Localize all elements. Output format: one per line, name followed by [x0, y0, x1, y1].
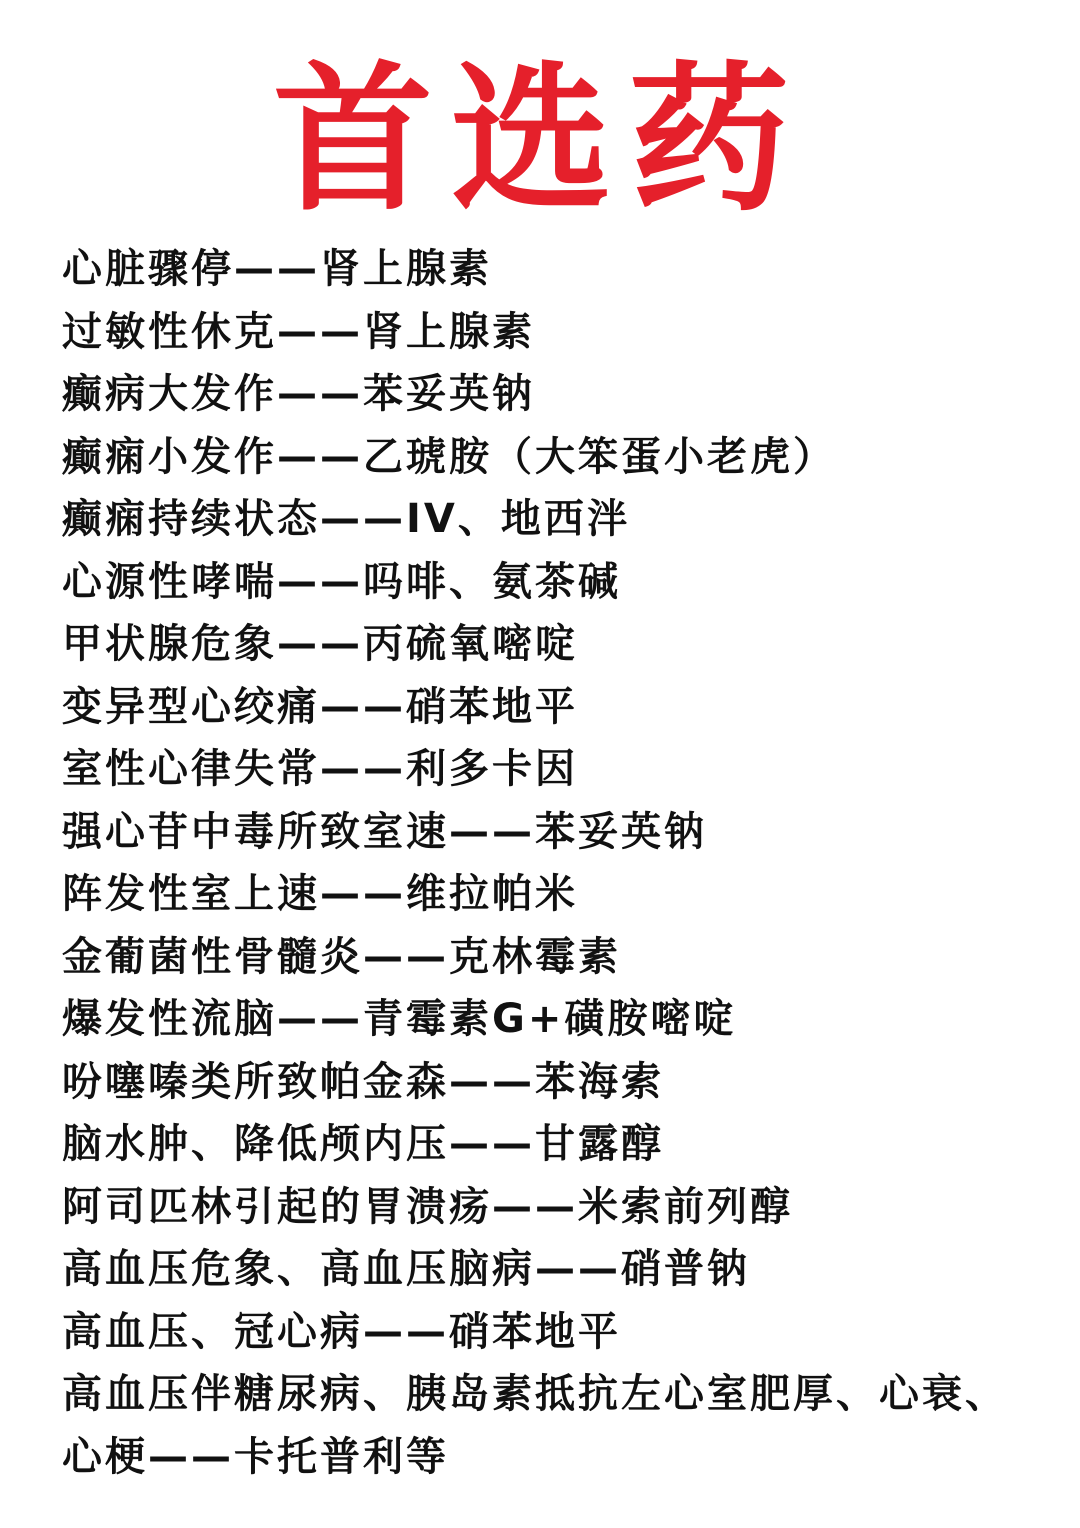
list-item: 过敏性休克——肾上腺素 [62, 308, 535, 355]
list-item: 变异型心绞痛——硝苯地平 [62, 683, 578, 730]
list-item: 心脏骤停——肾上腺素 [62, 246, 492, 292]
list-item: 高血压、冠心病——硝苯地平 [62, 1308, 621, 1355]
page-title: 首选药 [272, 46, 807, 233]
list-item: 爆发性流脑——青霉素G+磺胺嘧啶 [62, 996, 737, 1042]
list-item: 阵发性室上速——维拉帕米 [62, 871, 578, 917]
list-item: 室性心律失常——利多卡因 [62, 746, 578, 792]
list-item: 强心苷中毒所致室速——苯妥英钠 [62, 808, 707, 855]
list-item: 心梗——卡托普利等 [62, 1433, 449, 1480]
list-item: 吩噻嗪类所致帕金森——苯海索 [62, 1058, 664, 1105]
list-item: 癫病大发作——苯妥英钠 [62, 371, 535, 417]
list-item: 癫痫小发作——乙琥胺（大笨蛋小老虎） [62, 433, 836, 480]
list-item: 甲状腺危象——丙硫氧嘧啶 [62, 621, 578, 667]
list-item: 高血压伴糖尿病、胰岛素抵抗左心室肥厚、心衰、 [62, 1371, 1008, 1417]
list-item: 癫痫持续状态——IV、地西泮 [62, 496, 630, 542]
drug-list [62, 238, 1052, 1488]
list-item: 金葡菌性骨髓炎——克林霉素 [62, 933, 621, 980]
list-item: 高血压危象、高血压脑病——硝普钠 [62, 1246, 750, 1292]
list-item: 脑水肿、降低颅内压——甘露醇 [62, 1121, 664, 1167]
list-item: 阿司匹林引起的胃溃疡——米索前列醇 [62, 1183, 793, 1230]
list-item: 心源性哮喘——吗啡、氨茶碱 [62, 558, 621, 605]
